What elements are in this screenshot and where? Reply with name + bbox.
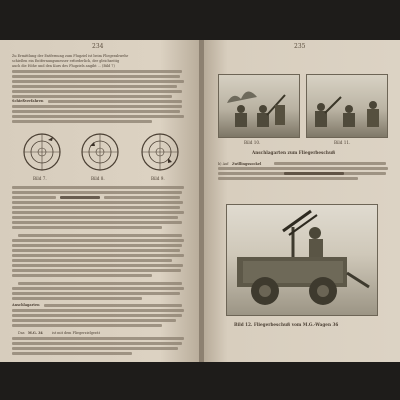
photo-bild-12-caption: Bild 12. Fliegerbeschuß vom M.G.-Wagen 36 — [234, 322, 339, 327]
bottom-text-lead: Das — [18, 331, 25, 335]
photo-bild-12 — [226, 204, 378, 316]
figure-8-caption: Bild 8. — [91, 176, 105, 181]
mg34-label: M.G. 34 — [28, 331, 43, 335]
mid-text-bold: Zwillingssockel — [232, 162, 262, 166]
bottom-text-tail: ist mit dem Fliegerzielgerät — [52, 331, 100, 335]
photo-bild-10 — [218, 74, 300, 138]
photo-bild-10-caption: Bild 10. — [244, 140, 261, 145]
left-intro-line-1: Zu Ermittlung der Entfernung zum Flugziel ist beim Fliegerabwehr — [12, 54, 129, 58]
right-subtitle: Anschlagarten zum Fliegerbeschuß — [252, 150, 336, 155]
section-heading: Schießverfahren — [12, 99, 44, 103]
photo-bild-11 — [306, 74, 388, 138]
sight-diagram-8 — [80, 132, 120, 172]
right-page — [204, 40, 400, 362]
left-page-number: 234 — [92, 43, 104, 50]
anschlagarten-heading: Anschlagarten — [12, 303, 40, 307]
mid-text-lead: b) Auf — [218, 162, 229, 166]
sight-diagram-9 — [140, 132, 180, 172]
left-intro-line-2: schießen ein Entfernungsmesser erforderlich, der gleichzeitig — [12, 59, 120, 63]
photo-bild-11-caption: Bild 11. — [334, 140, 351, 145]
figure-7-caption: Bild 7. — [33, 176, 47, 181]
left-page — [0, 40, 200, 362]
right-page-number: 235 — [294, 43, 306, 50]
left-intro-line-3: auch die Höhe und den Kurs des Flugziels angibt ... (Bild 7) — [12, 64, 115, 68]
sight-diagram-7 — [22, 132, 62, 172]
figure-9-caption: Bild 9. — [151, 176, 165, 181]
